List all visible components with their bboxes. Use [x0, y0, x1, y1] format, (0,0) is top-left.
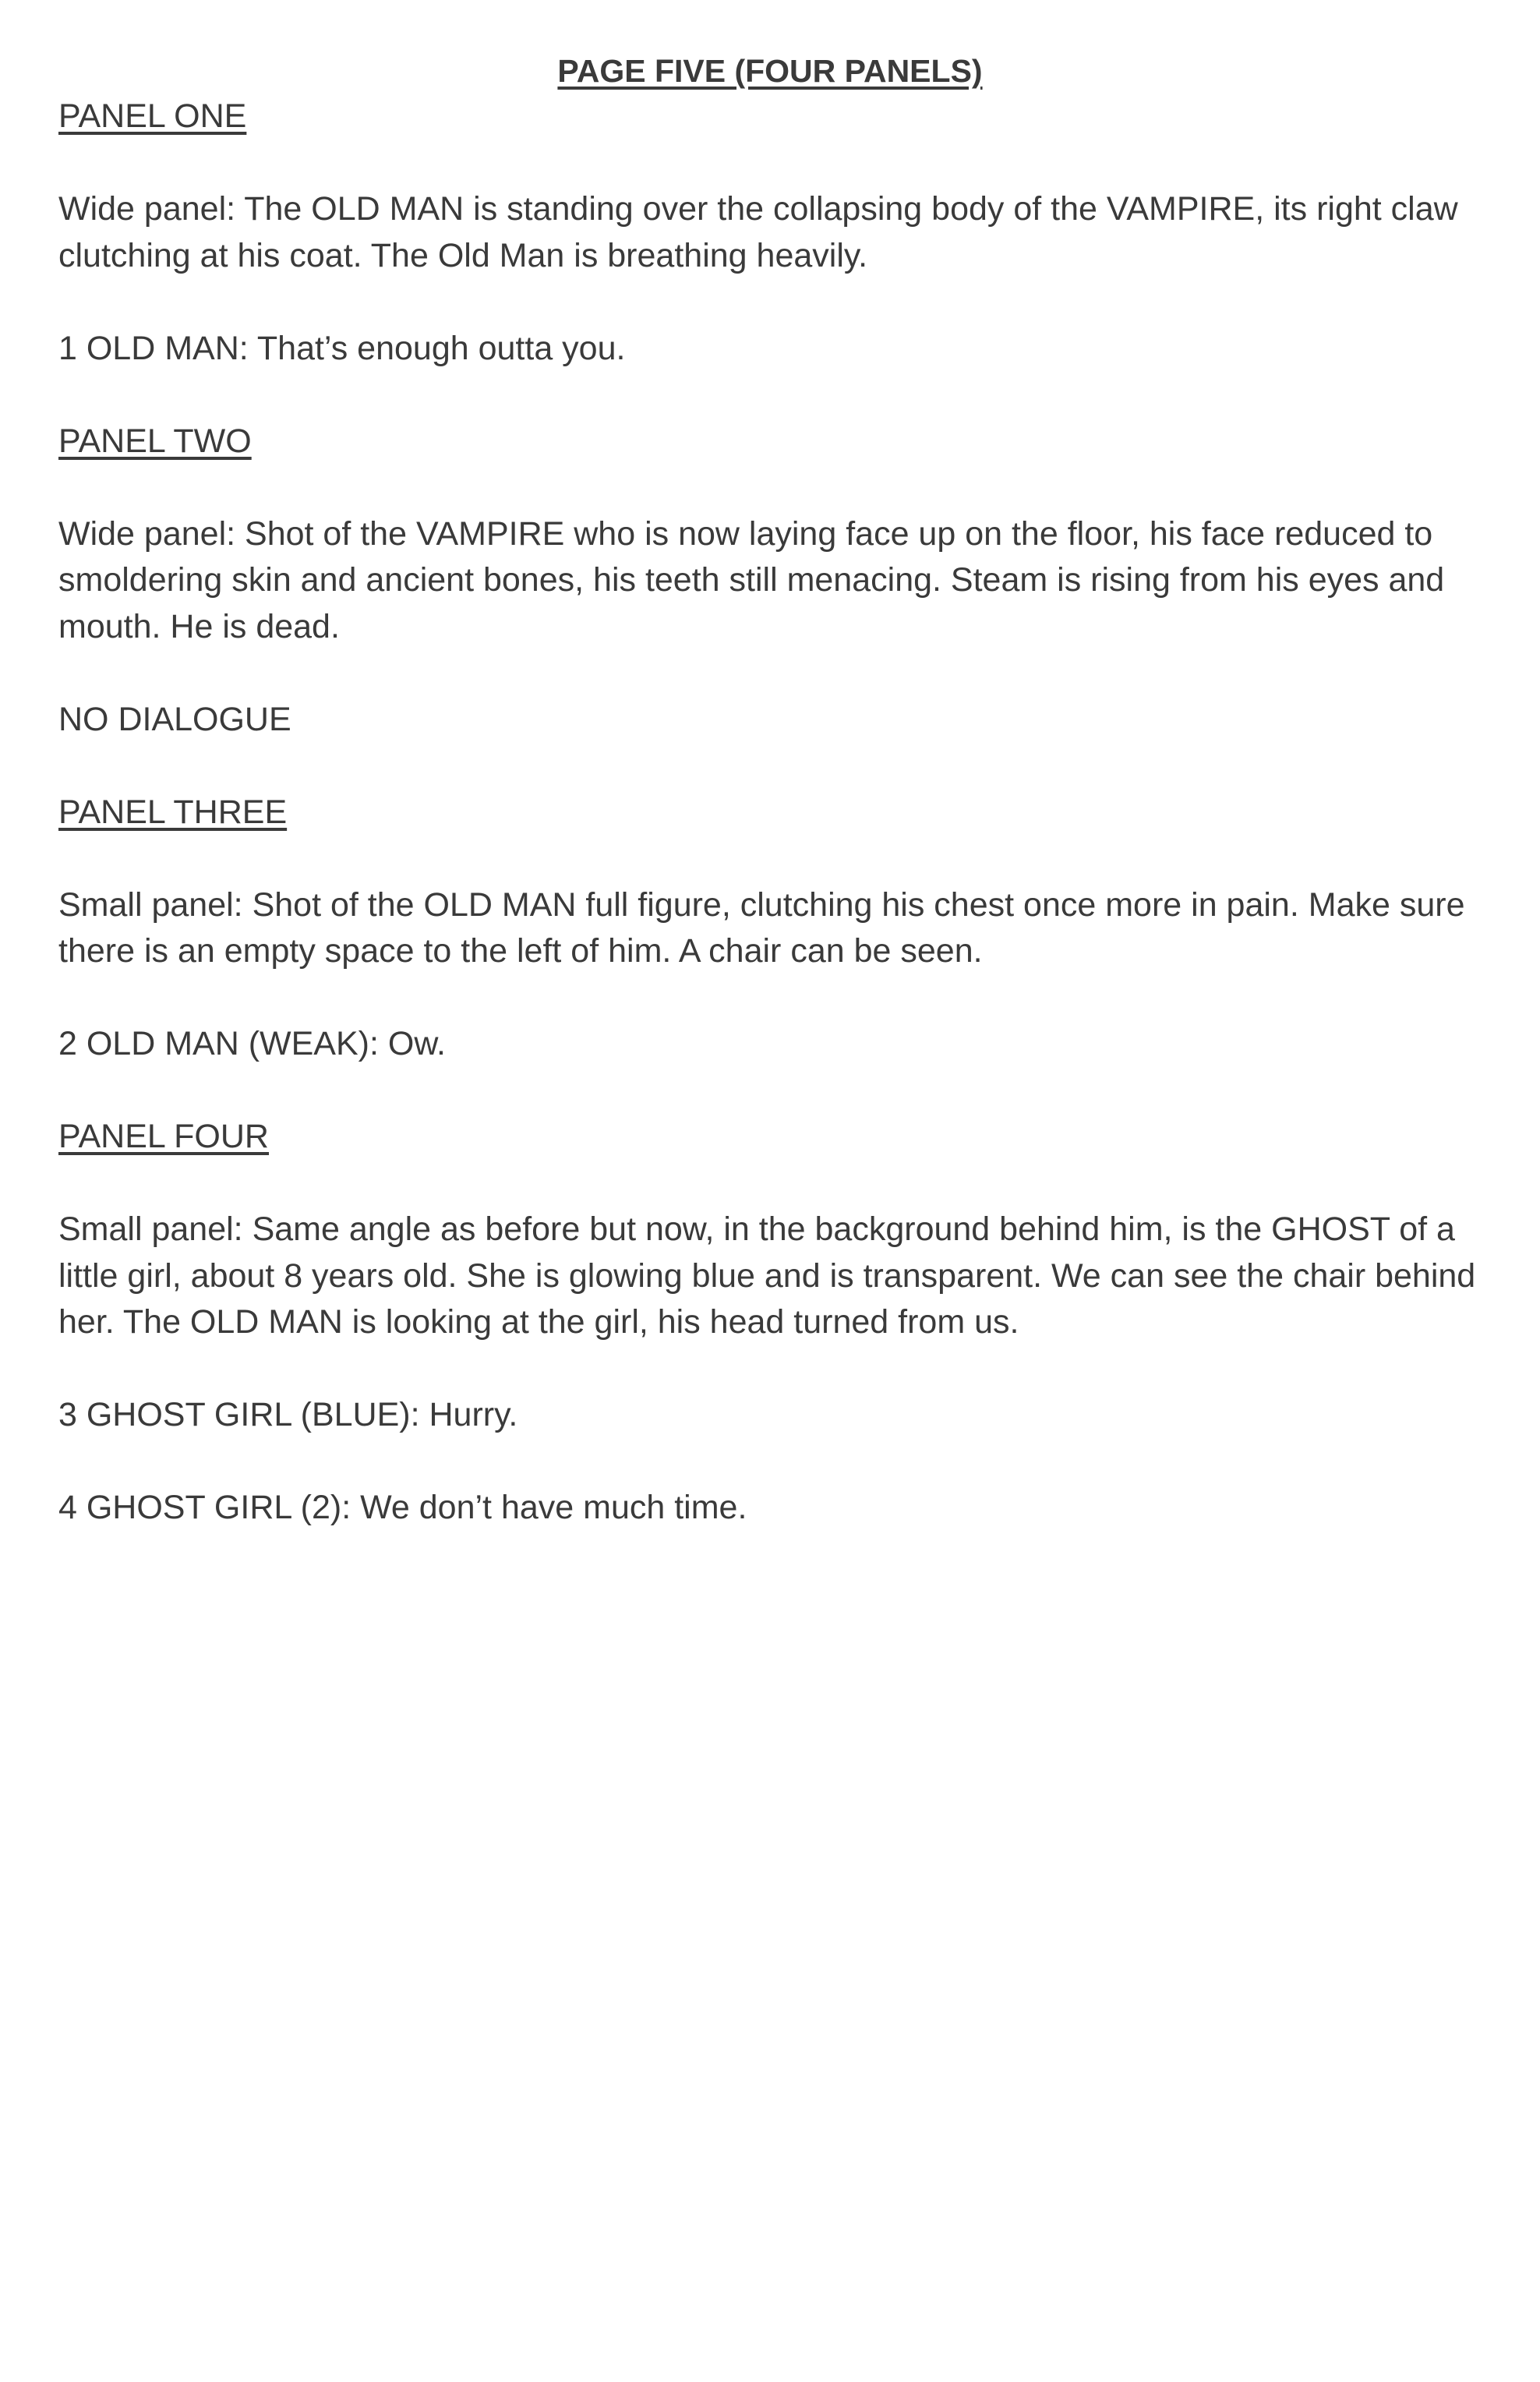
dialogue-line: 3 GHOST GIRL (BLUE): Hurry. [58, 1396, 518, 1433]
dialogue-line: 1 OLD MAN: That’s enough outta you. [58, 329, 626, 367]
dialogue-line: NO DIALOGUE [58, 700, 291, 738]
panel-heading: PANEL TWO [58, 422, 252, 460]
dialogue-line: 4 GHOST GIRL (2): We don’t have much time. [58, 1489, 747, 1526]
dialogue-line: 2 OLD MAN (WEAK): Ow. [58, 1025, 446, 1062]
panel-heading: PANEL THREE [58, 793, 288, 831]
panel-heading: PANEL FOUR [58, 1118, 269, 1155]
panel-three [58, 790, 1485, 1068]
panel-two [58, 419, 1485, 744]
panel-description: Wide panel: The OLD MAN is standing over the collapsing body of the VAMPIRE, its right claw clutching at his coat. The Old Man is breathing heavily. [58, 190, 1458, 274]
panel-heading: PANEL ONE [58, 97, 247, 135]
panel-description: Small panel: Same angle as before but now, in the background behind him, is the GHOST of a little girl, about 8 years old. She is glowing blue and is transparent. We can see the chair behind her. The OLD MAN is looking at the girl, his head turned from us. [58, 1210, 1476, 1341]
panel-description: Wide panel: Shot of the VAMPIRE who is now laying face up on the floor, his face reduced to smoldering skin and ancient bones, his teeth still menacing. Steam is rising from his eyes and mouth. He is dead. [58, 514, 1445, 645]
panel-four [58, 1114, 1485, 1532]
script-body [58, 94, 1485, 1578]
panel-one [58, 94, 1485, 372]
page-title: PAGE FIVE (FOUR PANELS) [557, 53, 983, 89]
panel-description: Small panel: Shot of the OLD MAN full figure, clutching his chest once more in pain. Make sure there is an empty space to the left of him. A chair can be seen. [58, 885, 1465, 970]
